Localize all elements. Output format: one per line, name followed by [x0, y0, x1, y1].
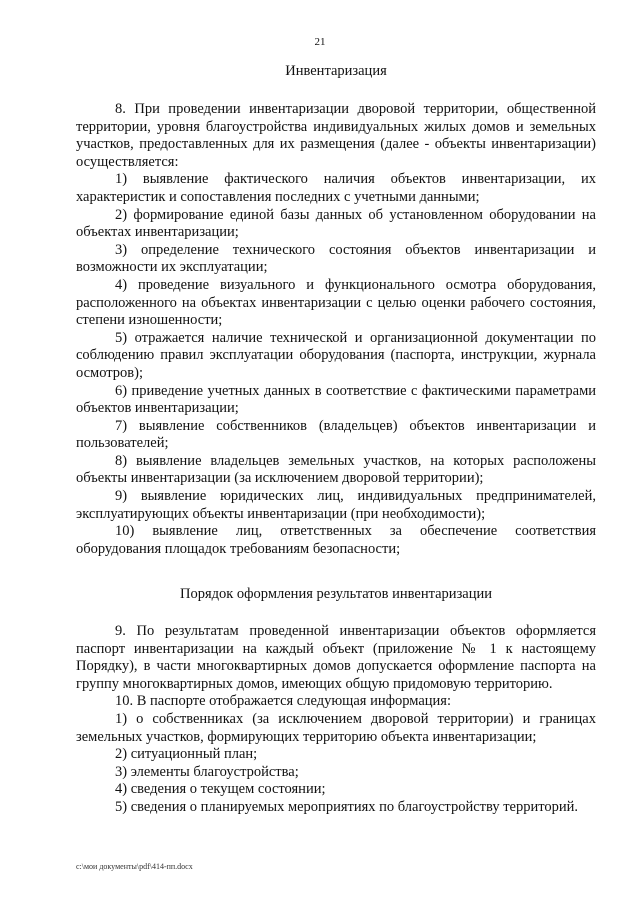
list-item: 1) о собственниках (за исключением дворовой территории) и границах земельных участков, формирующих территорию объекта инвентаризации; [76, 710, 596, 745]
section-title-inventory: Инвентаризация [285, 63, 387, 79]
list-item: 5) отражается наличие технической и организационной документации по соблюдению правил эксплуатации оборудования (паспорта, инструкции, журнала осмотров); [76, 329, 596, 381]
paragraph-item-8: 8. При проведении инвентаризации дворовой территории, общественной территории, уровня благоустройства индивидуальных жилых домов и земельных участков, предоставленных для их размещения (далее - объекты инвентаризации) осуществляется: [76, 101, 596, 170]
list-item: 2) формирование единой базы данных об установленном оборудовании на объектах инвентаризации; [76, 206, 596, 241]
file-path-footer: c:\мои документы\pdf\414-пп.docx [76, 862, 193, 871]
list-item: 8) выявление владельцев земельных участков, на которых расположены объекты инвентаризации (за исключением дворовой территории); [76, 452, 596, 487]
list-item: 4) сведения о текущем состоянии; [115, 781, 326, 798]
list-item: 3) элементы благоустройства; [115, 763, 299, 780]
paragraph-item-10: 10. В паспорте отображается следующая информация: [115, 693, 451, 710]
list-item: 5) сведения о планируемых мероприятиях по благоустройству территорий. [115, 798, 579, 815]
section-body-results [76, 623, 596, 817]
section-body-inventory [76, 101, 596, 558]
section-title-results: Порядок оформления результатов инвентаризации [179, 586, 493, 602]
paragraph-item-9: 9. По результатам проведенной инвентаризации объектов оформляется паспорт инвентаризации на каждый объект (приложение № 1 к настоящему Порядку), в части многоквартирных домов допускается оформление паспорта на группу многоквартирных домов, имеющих общую придомовую территорию. [76, 623, 596, 692]
list-item: 6) приведение учетных данных в соответствие с фактическими параметрами объектов инвентаризации; [76, 382, 596, 417]
list-item: 7) выявление собственников (владельцев) объектов инвентаризации и пользователей; [76, 417, 596, 452]
list-item: 10) выявление лиц, ответственных за обеспечение соответствия оборудования площадок требованиям безопасности; [76, 523, 596, 557]
page-number: 21 [314, 36, 326, 48]
list-item: 9) выявление юридических лиц, индивидуальных предпринимателей, эксплуатирующих объекты инвентаризации (при необходимости); [76, 488, 596, 522]
list-item: 3) определение технического состояния объектов инвентаризации и возможности их эксплуатации; [76, 241, 596, 276]
list-item: 1) выявление фактического наличия объектов инвентаризации, их характеристик и сопоставления последних с учетными данными; [76, 171, 596, 205]
list-item: 4) проведение визуального и функционального осмотра оборудования, расположенного на объектах инвентаризации с целью оценки рабочего состояния, степени изношенности; [76, 276, 596, 329]
list-item: 2) ситуационный план; [115, 746, 258, 763]
